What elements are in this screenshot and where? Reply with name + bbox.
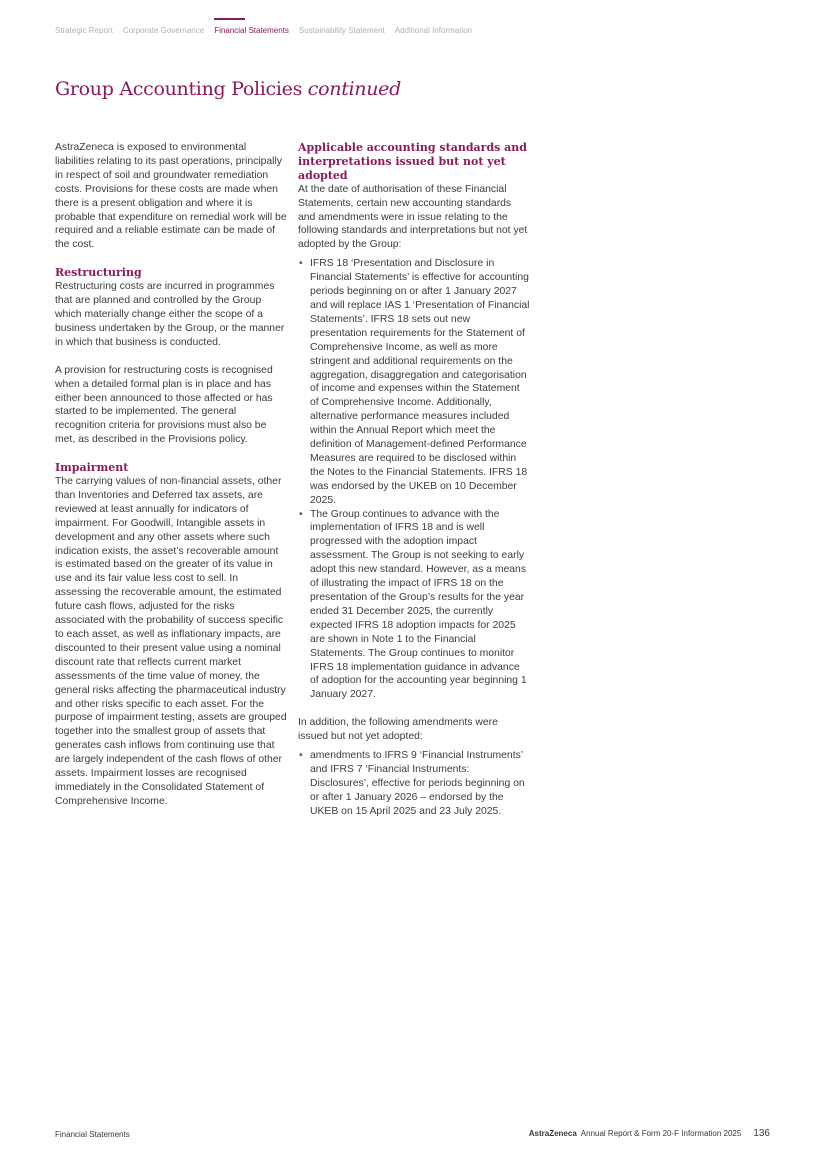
amendments-intro: In addition, the following amendments were issued but not yet adopted: xyxy=(298,717,498,743)
footer-brand: AstraZeneca xyxy=(528,1129,577,1138)
footer-section-label: Financial Statements xyxy=(55,1130,130,1139)
nav-additional-information[interactable]: Additional Information xyxy=(394,26,473,35)
left-column xyxy=(55,141,287,809)
footer-report-info xyxy=(529,1128,770,1139)
accounting-standards-heading: Applicable accounting standards and interpretations issued but not yet adopted xyxy=(298,141,527,182)
accounting-standards-intro: At the date of authorisation of these Financial Statements, certain new accounting standards and amendments were in issue relating to the following standards and interpretations but not yet adopted by the Group: xyxy=(298,183,528,251)
page-title-main: Group Accounting Policies xyxy=(55,78,303,100)
restructuring-heading: Restructuring xyxy=(55,266,142,280)
nav-sustainability-statement[interactable]: Sustainability Statement xyxy=(298,26,385,35)
list-item: • IFRS 18 ‘Presentation and Disclosure in Financial Statements’ is effective for accounting periods beginning on or after 1 January 2027 and will replace IAS 1 ‘Presentation of Financial Statements’. IFRS 18 sets out new presentation requirements for the Statement of Comprehensive Income, as well as more stringent and additional requirements on the aggregation, disaggregation and categorisation of income and expenses within the Statement of Comprehensive Income. Additionally, alternative performance measures included within the Annual Report which meet the definition of Management-defined Performance Measures are required to be disclosed within the Notes to the Financial Statements. IFRS 18 was endorsed by the UKEB on 10 December 2025. xyxy=(298,257,530,507)
standards-bullet-list xyxy=(298,257,530,702)
footer-report-title: Annual Report & Form 20-F Information 2025 xyxy=(580,1129,742,1138)
nav-corporate-governance[interactable]: Corporate Governance xyxy=(122,26,205,35)
page-title xyxy=(55,78,401,100)
restructuring-paragraph-2: A provision for restructuring costs is recognised when a detailed formal plan is in place and has either been announced to those affected or has started to be implemented. The general recognition criteria for provisions must also be met, as described in the Provisions policy. xyxy=(55,364,273,446)
right-column xyxy=(298,141,530,819)
list-item: • The Group continues to advance with the implementation of IFRS 18 and is well progressed with the adoption impact assessment. The Group is not seeking to early adopt this new standard. However, as a means of illustrating the impact of IFRS 18 on the presentation of the Group’s results for the year ended 31 December 2025, the currently expected IFRS 18 adoption impacts for 2025 are shown in Note 1 to the Financial Statements. The Group continues to monitor IFRS 18 implementation guidance in advance of adoption for the accounting year beginning 1 January 2027. xyxy=(298,508,530,703)
top-navigation xyxy=(55,26,472,35)
list-item: • amendments to IFRS 9 ‘Financial Instruments’ and IFRS 7 ‘Financial Instruments: Disclosures’, effective for periods beginning on or after 1 January 2026 – endorsed by the UKEB on 15 April 2025 and 23 July 2025. xyxy=(298,749,530,819)
impairment-heading: Impairment xyxy=(55,461,129,475)
amendments-bullet-list xyxy=(298,749,530,819)
page-title-suffix: continued xyxy=(307,78,401,100)
environmental-paragraph: AstraZeneca is exposed to environmental liabilities relating to its past operations, principally in respect of soil and groundwater remediation costs. Provisions for these costs are made when there is a present obligation and where it is probable that expenditure on remedial work will be required and a reliable estimate can be made of the cost. xyxy=(55,142,287,251)
page-number: 136 xyxy=(753,1128,770,1139)
nav-strategic-report[interactable]: Strategic Report xyxy=(55,26,113,35)
nav-financial-statements[interactable]: Financial Statements xyxy=(214,26,289,35)
impairment-paragraph: The carrying values of non-financial assets, other than Inventories and Deferred tax assets, are reviewed at least annually for indicators of impairment. For Goodwill, Intangible assets in development and any other assets where such indication exists, the asset’s recoverable amount is estimated based on the greater of its value in use and its fair value less cost to sell. In assessing the recoverable amount, the estimated future cash flows, adjusted for the risks associated with the probability of success specific to each asset, as well as inflationary impacts, are discounted to their present value using a nominal discount rate that reflects current market assessments of the time value of money, the general risks affecting the pharmaceutical industry and other risks specific to each asset. For the purpose of impairment testing, assets are grouped together into the smallest group of assets that generates cash inflows from continuing use that are largely independent of the cash flows of other assets. Impairment losses are recognised immediately in the Consolidated Statement of Comprehensive Income. xyxy=(55,476,287,807)
restructuring-paragraph-1: Restructuring costs are incurred in programmes that are planned and controlled by the Group which materially change either the scope of a business undertaken by the Group, or the manner in which that business is conducted. xyxy=(55,281,285,348)
